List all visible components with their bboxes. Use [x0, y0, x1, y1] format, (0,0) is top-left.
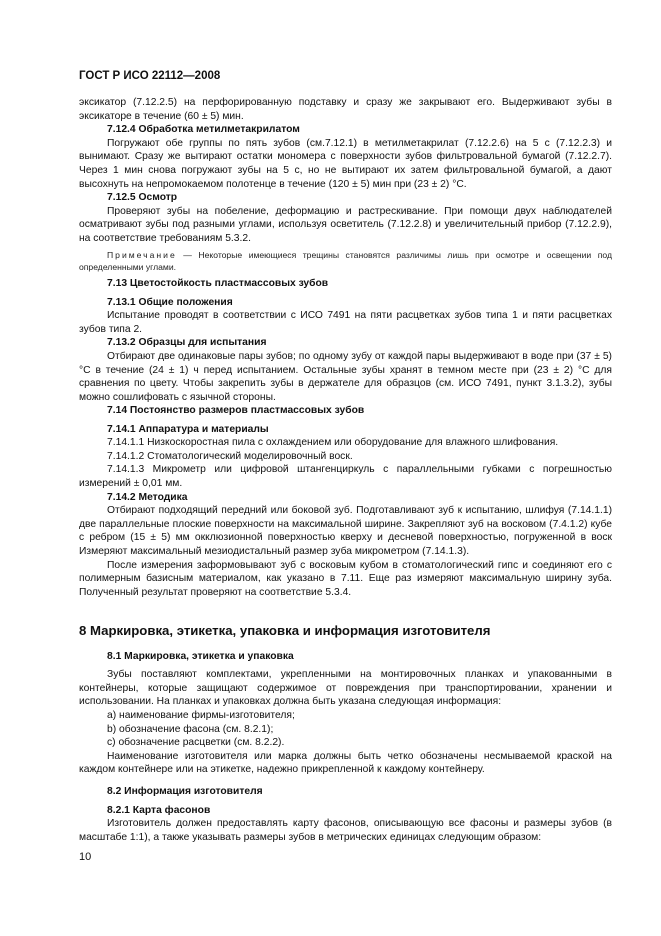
subsection-heading: 7.14.2 Методика: [107, 491, 188, 503]
paragraph: Наименование изготовителя или марка должны быть четко обозначены несмываемой краской на каждом контейнере или на этикетке, надежно прикрепленной к каждому контейнеру.: [79, 750, 612, 776]
note-label: Примечание: [107, 249, 177, 260]
paragraph: 7.14.1.3 Микрометр или цифровой штангенциркуль с параллельными губками с погрешностью измерений ± 0,01 мм.: [79, 464, 612, 489]
page-number: 10: [79, 851, 92, 863]
section-heading: 7.14 Постоянство размеров пластмассовых зубов: [107, 405, 365, 416]
subsection-heading: 7.14.1 Аппаратура и материалы: [107, 423, 269, 435]
subsection-heading: 8.1 Маркировка, этикетка и упаковка: [107, 650, 294, 662]
document-header-code: ГОСТ Р ИСО 22112—2008: [79, 70, 221, 82]
paragraph: Испытание проводят в соответствии с ИСО 7491 на пяти расцветках зубов типа 1 и пяти расцветках зубов типа 2.: [79, 310, 612, 335]
paragraph: эксикатор (7.12.2.5) на перфорированную подставку и сразу же закрывают его. Выдерживают зубы в эксикаторе в течение (60 ± 5) мин.: [79, 97, 612, 122]
paragraph: После измерения заформовывают зуб с восковым кубом в стоматологический гипс и соединяют его с полимерным базисным материалом, как указано в 7.11. Еще раз измеряют максимальную ширину зуба. Полученный результат проверяют на соответствие 5.3.4.: [79, 559, 612, 598]
paragraph: Погружают обе группы по пять зубов (см.7.12.1) в метилметакрилат (7.12.2.6) на 5 с (7.12.2.3) и вынимают. Сразу же вытирают остатки мономера с поверхности зубов фильтровальной бумагой (7.12.2.7). Через 1 мин снова погружают зубы на 5 с, но не вытирают их затем фильтровальной бумагой, а дают высохнуть на непромокаемом полотенце в течение (120 ± 5) мин при (23 ± 2) °С.: [79, 137, 612, 190]
section-7-13: [79, 277, 612, 404]
subsection-heading: 8.2 Информация изготовителя: [107, 785, 263, 797]
note: [79, 249, 612, 273]
section-7-12-continued: [79, 96, 612, 273]
paragraph: 7.14.1.1 Низкоскоростная пила с охлаждением или оборудование для влажного шлифования.: [107, 437, 559, 449]
subsection-heading: 7.13.2 Образцы для испытания: [107, 337, 267, 349]
subsection-heading: 7.12.4 Обработка метилметакрилатом: [107, 124, 300, 136]
list-item: c) обозначение расцветки (см. 8.2.2).: [107, 737, 285, 749]
paragraph: Изготовитель должен предоставлять карту фасонов, описывающую все фасоны и размеры зубов (в масштабе 1:1), а также указывать размеры зубов в метрических единицах следующим образом:: [79, 818, 612, 843]
chapter-heading: 8 Маркировка, этикетка, упаковка и информация изготовителя: [79, 623, 491, 638]
subsection-heading: 7.13.1 Общие положения: [107, 296, 233, 308]
section-heading: 7.13 Цветостойкость пластмассовых зубов: [107, 278, 329, 289]
paragraph: Отбирают две одинаковые пары зубов; по одному зубу от каждой пары выдерживают в воде при (37 ± 5) °С в течение (24 ± 1) ч перед испытанием. Остальные зубы хранят в темном месте при (23 ± 2) °С для сравнения по цвету. Чтобы закрепить зубы в держателе для образцов (см. ИСО 7491, пункт 3.1.3.2), зубы можно сошлифовать с язычной стороны.: [79, 350, 612, 403]
list-item: b) обозначение фасона (см. 8.2.1);: [107, 723, 274, 735]
paragraph: Отбирают подходящий передний или боковой зуб. Подготавливают зуб к испытанию, шлифуя (7.14.1.1) две параллельные плоские поверхности на максимальной ширине. Закрепляют зуб на восковом (7.4.1.2) кубе с ребром (15 ± 5) мм окклюзионной поверхностью кверху и десневой поверхностью, погруженной в воск Измеряют максимальный мезиодистальный размер зуба микрометром (7.14.1.3).: [79, 505, 612, 557]
subsection-heading: 7.12.5 Осмотр: [107, 192, 178, 204]
list-item: a) наименование фирмы-изготовителя;: [107, 709, 295, 721]
paragraph: Зубы поставляют комплектами, укрепленными на монтировочных планках и упакованными в контейнеры, которые защищают содержимое от повреждения при транспортировании, хранении и использовании. На планках и упаковках должна быть указана следующая информация:: [79, 669, 612, 708]
note-text: — Некоторые имеющиеся трещины становятся различимы лишь при осмотре и освещении под определенными углами.: [79, 249, 612, 272]
paragraph: 7.14.1.2 Стоматологический моделировочный воск.: [107, 450, 353, 462]
paragraph: Проверяют зубы на побеление, деформацию и растрескивание. При помощи двух наблюдателей осматривают зубы под разными углами, используя осветитель (7.12.2.8) и увеличительный прибор (7.12.2.9), на соответствие требованиям 5.3.2.: [79, 205, 612, 244]
section-8: [79, 624, 612, 844]
section-7-14: [79, 404, 612, 599]
subsection-heading: 8.2.1 Карта фасонов: [107, 804, 211, 816]
